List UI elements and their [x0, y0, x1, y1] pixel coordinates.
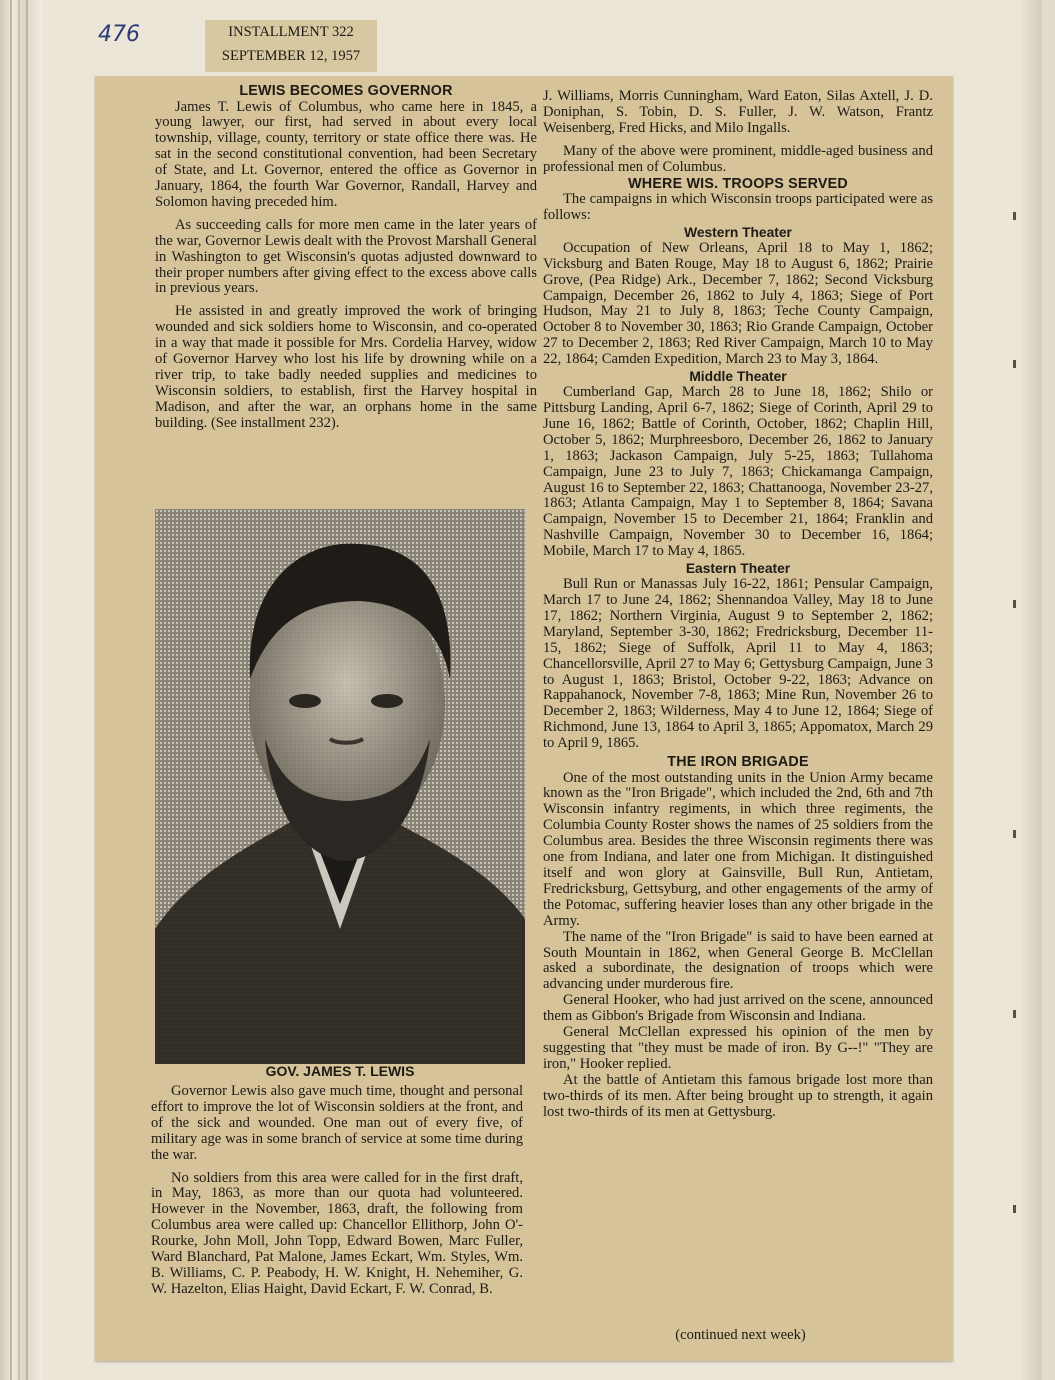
installment-label: [205, 20, 377, 72]
continued-note: (continued next week): [675, 1327, 806, 1343]
paragraph: Governor Lewis also gave much time, thought and personal effort to improve the lot of Wisconsin soldiers at the front, and of the sick and wounded. One man out of every five, of military age was in some branch of service at some time during the war.: [151, 1083, 523, 1163]
subheading-middle: Middle Theater: [689, 369, 787, 385]
paragraph: Occupation of New Orleans, April 18 to May 1, 1862; Vicksburg and Baten Rouge, May 18 to August 6, 1862; Prairie Grove, (Pea Ridge) Ark., December 7, 1862; Second Vicksburg Campaign, December 26, 1862 to July 4, 1863; Siege of Port Hudson, May 21 to July 8, 1863; Teche County Campaign, October 8 to November 30, 1863; Rio Grande Campaign, October 27 to December 2, 1863; Red River Campaign, March 10 to May 22, 1864; Camden Expedition, March 23 to May 3, 1864.: [543, 239, 933, 368]
newspaper-clipping: [95, 76, 953, 1361]
installment-date: SEPTEMBER 12, 1957: [221, 48, 361, 64]
portrait-photo: [155, 509, 525, 1064]
paragraph: At the battle of Antietam this famous brigade lost more than two-thirds of its men. After being brought up to strength, it again lost two-thirds of its men at Gettysburg.: [543, 1071, 933, 1120]
paragraph: No soldiers from this area were called for in the first draft, in May, 1863, as more than our quota had volunteered. However in the November, 1863, draft, the following from Columbus area were called up: Chancellor Ellithorp, John O'-Rourke, John Moll, John Topp, Edward Bowen, Marc Fuller, Ward Blanchard, Pat Malone, James Eckart, Wm. Styles, Wm. B. Williams, C. P. Peabody, H. W. Knight, H. Nehemiher, G. W. Hazelton, Elias Haight, David Eckart, F. W. Conrad, B.: [151, 1169, 523, 1297]
installment-number: INSTALLMENT 322: [228, 24, 354, 40]
paragraph: Many of the above were prominent, middle-aged business and professional men of Columbus.: [543, 142, 933, 175]
right-column: [543, 89, 933, 1120]
subheading-eastern: Eastern Theater: [685, 561, 791, 577]
subheading-western: Western Theater: [684, 224, 792, 240]
binding-mark: [1013, 830, 1016, 838]
left-column-bottom: [151, 1084, 523, 1305]
portrait-illustration: [155, 509, 525, 1064]
section-heading-iron-brigade: THE IRON BRIGADE: [667, 754, 809, 771]
left-column-top: [155, 83, 537, 439]
page-number: 476: [98, 22, 140, 47]
paragraph: The name of the "Iron Brigade" is said to have been earned at South Mountain in 1862, when General George B. McClellan asked a subordinate, the designation of troops which were advancing under murderous fire.: [543, 928, 933, 993]
binding-mark: [1013, 360, 1016, 368]
paragraph: Bull Run or Manassas July 16-22, 1861; Pensular Campaign, March 17 to June 24, 1862; Shennandoa Valley, May 18 to June 17, 1862; Northern Virginia, August 9 to September 2, 1862; Maryland, September 3-30, 1862; Fredricksburg, December 11-15, 1862; Siege of Suffolk, April 11 to May 4, 1863; Chancellorsville, April 27 to May 6; Gettysburg Campaign, June 3 to August 1, 1863; Bristol, October 9-22, 1863; Advance on Rappahanock, November 7-8, 1863; Mine Run, November 26 to December 2, 1863; Wilderness, May 4 to June 12, 1864; Siege of Richmond, June 13, 1864 to April 3, 1865; Appomatox, March 29 to April 9, 1865.: [543, 576, 933, 752]
paragraph: One of the most outstanding units in the Union Army became known as the "Iron Brigade", which included the 2nd, 6th and 7th Wisconsin infantry regiments, in which three regiments, the Columbia County Roster shows the names of 25 soldiers from the Columbus area. Besides the three Wisconsin regiments there was one from Indiana, and later one from Michigan. It distinguished itself and won glory at Gainsville, Bull Run, Antietam, Fredricksburg, Gettsyburg, and other engagements of the army of the Potomac, suffering heavier loses than any other brigade in the Army.: [543, 769, 933, 929]
binding-mark: [1013, 1010, 1016, 1018]
section-heading-lewis: LEWIS BECOMES GOVERNOR: [239, 83, 453, 99]
photo-caption: GOV. JAMES T. LEWIS: [265, 1063, 415, 1079]
section-heading-troops: WHERE WIS. TROOPS SERVED: [628, 175, 848, 192]
paragraph: James T. Lewis of Columbus, who came here in 1845, a young lawyer, our first, had served in about every local township, village, county, territory or state office there was. He sat in the second constitutional convention, had been Secretary of State, and Lt. Governor, entered the office as Governor in January, 1864, the fourth War Governor, Randall, Harvey and Solomon having preceded him.: [155, 98, 537, 210]
paragraph: General McClellan expressed his opinion of the men by suggesting that "they must be made of iron. By G--!" "They are iron," Hooker replied.: [543, 1024, 933, 1072]
paragraph: As succeeding calls for more men came in the later years of the war, Governor Lewis dealt with the Provost Marshall General in Washington to get Wisconsin's quotas adjusted downward to their proper numbers after giving effect to the excess above calls in previous years.: [155, 216, 537, 297]
binding-mark: [1013, 212, 1016, 220]
page-shadow: [1022, 0, 1042, 1380]
binding-mark: [1013, 600, 1016, 608]
binding-mark: [1013, 1205, 1016, 1213]
paragraph: J. Williams, Morris Cunningham, Ward Eaton, Silas Axtell, J. D. Doniphan, S. Tobin, D. S. Fuller, J. W. Watson, Frantz Weisenberg, Fred Hicks, and Milo Ingalls.: [543, 88, 933, 136]
scrapbook-page-edges: [0, 0, 42, 1380]
paragraph: The campaigns in which Wisconsin troops participated were as follows:: [543, 191, 933, 223]
paragraph: He assisted in and greatly improved the work of bringing wounded and sick soldiers home to Wisconsin, and co-operated in a way that made it possible for Mrs. Cordelia Harvey, widow of Governor Harvey who lost his life by drowning while on a river trip, to take badly needed supplies and medicines to Wisconsin soldiers, to establish, first the Harvey hospital in Madison, and after the war, an orphans home in the same building. (See installment 232).: [155, 303, 537, 431]
paragraph: General Hooker, who had just arrived on the scene, announced them as Gibbon's Brigade from Wisconsin and Indiana.: [543, 992, 933, 1025]
paragraph: Cumberland Gap, March 28 to June 18, 1862; Shilo or Pittsburg Landing, April 6-7, 1862; Siege of Corinth, April 29 to June 16, 1862; Battle of Corinth, October, 1862; Chaplin Hill, October 5, 1862; Murphreesboro, December 26, 1862 to January 1, 1863; Jackason Campaign, July 5-25, 1863; Tullahoma Campaign, June 23 to July 7, 1863; Chickamanga Campaign, August 16 to September 22, 1863; Chattanooga, November 23-27, 1863; Atlanta Campaign, May 1 to September 8, 1864; Savana Campaign, November 15 to December 21, 1864; Franklin and Nashville Campaign, November 30 to December 16, 1864; Mobile, March 17 to May 4, 1865.: [543, 384, 933, 560]
